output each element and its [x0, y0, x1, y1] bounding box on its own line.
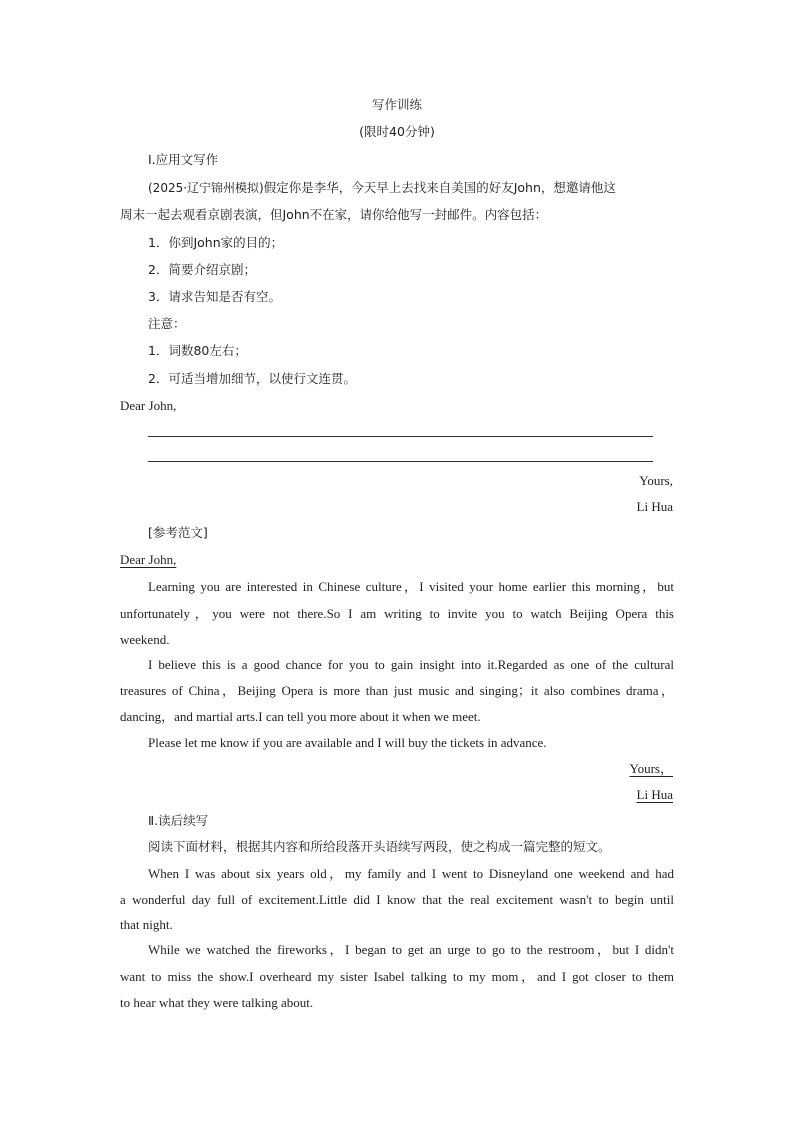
point-item: 2．简要介绍京剧；	[148, 262, 256, 277]
sample-text-line: dancing，and martial arts.I can tell you more about it when we meet.	[120, 709, 481, 724]
prompt-line-1	[148, 179, 616, 197]
letter-salutation: Dear John,	[120, 398, 177, 413]
notes-label: 注意：	[148, 316, 186, 331]
passage-text-line: a wonderful day full of excitement.Little did I know that the real excitement wasn't to begin until	[120, 892, 674, 907]
sample-text-line: weekend.	[120, 632, 170, 647]
prompt-line-2: 周末一起去观看京剧表演，但John不在家，请你给他写一封邮件。内容包括：	[120, 207, 548, 222]
sample-text-line: Please let me know if you are available and I will buy the tickets in advance.	[148, 735, 547, 750]
passage-text-line: that night.	[120, 917, 173, 932]
letter-signature: Li Hua	[636, 499, 673, 514]
passage-text-line: want to miss the show.I overheard my sister Isabel talking to my mom，and I got closer to them	[120, 969, 674, 984]
sample-text-line: unfortunately，you were not there.So I am writing to invite you to watch Beijing Opera this	[120, 606, 674, 621]
point-item: 3．请求告知是否有空。	[148, 289, 281, 304]
sample-text-line: I believe this is a good chance for you to gain insight into it.Regarded as one of the cultural	[148, 657, 674, 672]
prompt-source: (2025·辽宁锦州模拟)	[148, 181, 264, 195]
sample-closing: Yours，	[629, 761, 673, 776]
passage-text-line: While we watched the fireworks，I began to get an urge to go to the restroom，but I didn't	[148, 942, 674, 957]
sample-text-line: treasures of China，Beijing Opera is more than just music and singing；it also combines drama，	[120, 683, 674, 698]
page-title: 写作训练	[371, 97, 422, 112]
sample-signature: Li Hua	[636, 787, 673, 802]
prompt-text-1: 假定你是李华，今天早上去找来自美国的好友John，想邀请他这	[263, 180, 616, 195]
answer-line	[148, 461, 653, 462]
point-item: 1．你到John家的目的；	[148, 235, 284, 250]
answer-line	[148, 436, 653, 437]
section1-heading: Ⅰ.应用文写作	[148, 152, 219, 167]
section2-instruction: 阅读下面材料，根据其内容和所给段落开头语续写两段，使之构成一篇完整的短文。	[148, 839, 611, 854]
passage-text-line: to hear what they were talking about.	[120, 995, 314, 1010]
sample-text-line: Learning you are interested in Chinese culture，I visited your home earlier this morning，but	[148, 579, 674, 594]
note-item: 2．可适当增加细节，以使行文连贯。	[148, 371, 356, 386]
note-item: 1．词数80左右；	[148, 343, 247, 358]
letter-closing: Yours,	[639, 473, 673, 488]
passage-text-line: When I was about six years old，my family and I went to Disneyland one weekend and had	[148, 866, 674, 881]
sample-label: [参考范文]	[148, 525, 208, 540]
sample-salutation: Dear John,	[120, 552, 177, 567]
section2-heading: Ⅱ.读后续写	[148, 813, 209, 828]
time-limit: (限时40分钟)	[359, 124, 435, 139]
